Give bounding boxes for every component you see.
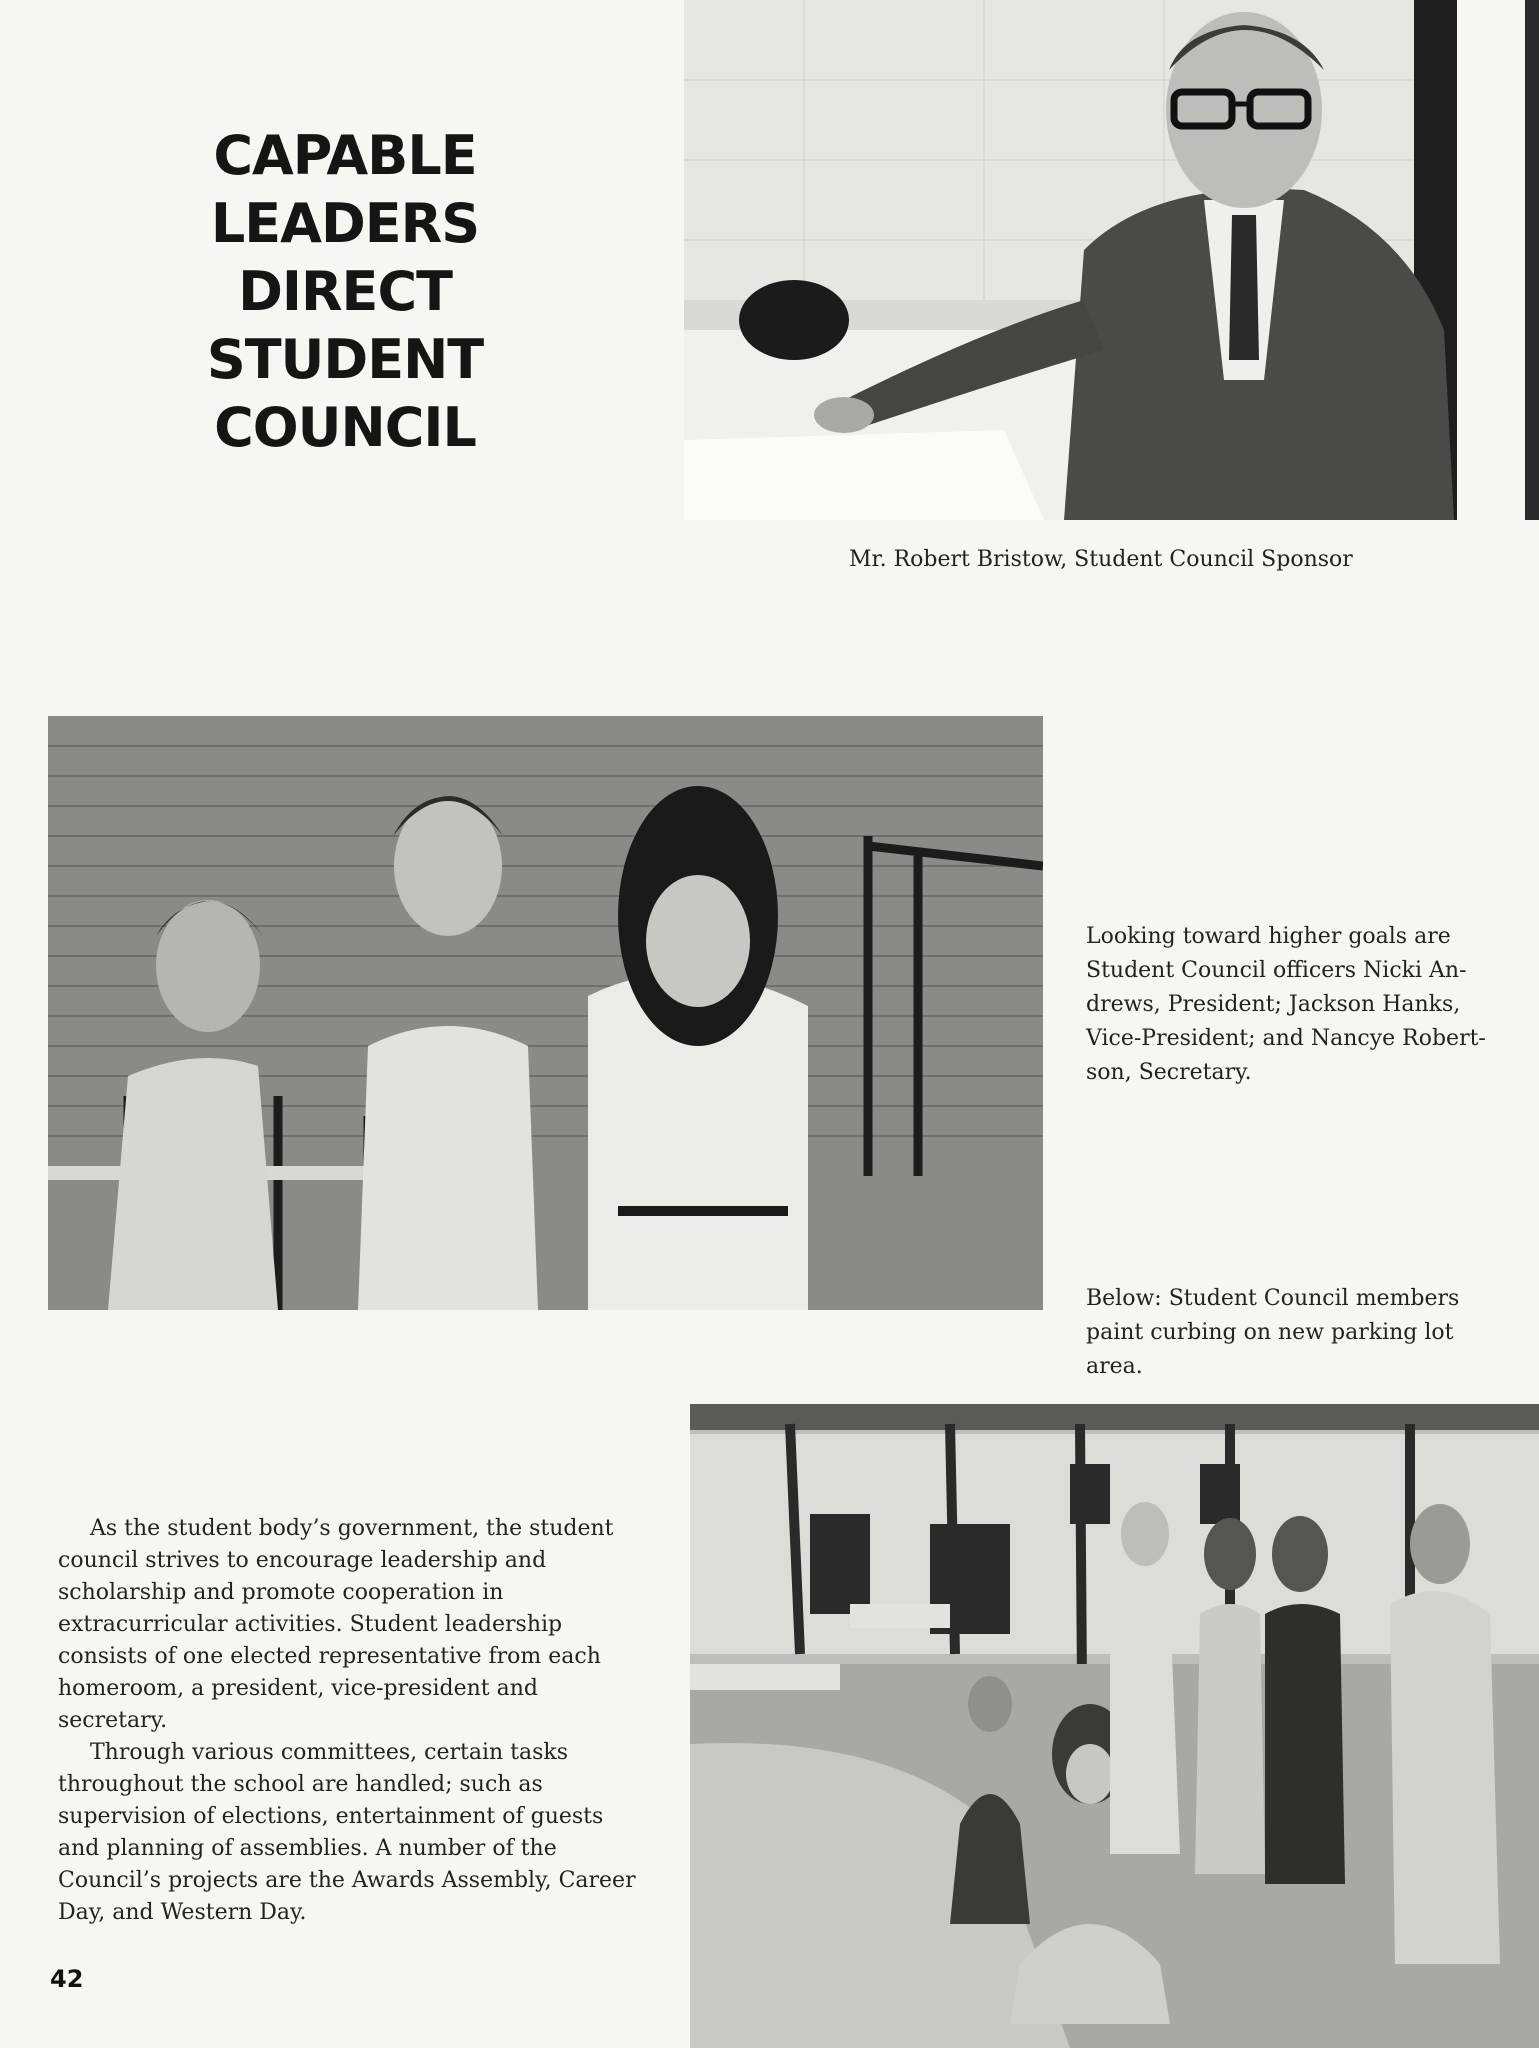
body-paragraph: As the student body’s government, the student council strives to encourage leadership and scholarship and promote cooperation in extracurricular activities. Student leadership consists of one elected representative from each homeroom, a president, vice-president and secretary. bbox=[58, 1516, 614, 1733]
title-line: COUNCIL bbox=[214, 396, 476, 459]
body-paragraph: Through various committees, certain tasks throughout the school are handled; such as supervision of elections, entertainment of guests and planning of assemblies. A number of the Council’s projects are the Awards Assembly, Career Day, and Western Day. bbox=[58, 1740, 636, 1925]
officers-caption: Looking toward higher goals are Student Council officers Nicki An-drews, President; Jackson Hanks, Vice-President; and Nancye Robert-son, Secretary. bbox=[1086, 924, 1486, 1085]
title-line: LEADERS bbox=[210, 192, 480, 255]
sponsor-caption: Mr. Robert Bristow, Student Council Sponsor bbox=[849, 547, 1353, 572]
officers-photo bbox=[48, 716, 1043, 1310]
page-title bbox=[150, 122, 540, 462]
binding-edge bbox=[1525, 0, 1539, 520]
sponsor-photo bbox=[684, 0, 1457, 520]
title-line: DIRECT bbox=[238, 260, 452, 323]
page-number: 42 bbox=[50, 1965, 84, 1993]
body-text bbox=[58, 1513, 648, 1929]
title-line: CAPABLE bbox=[213, 124, 477, 187]
members-photo bbox=[690, 1404, 1539, 2048]
members-caption: Below: Student Council members paint curbing on new parking lot area. bbox=[1086, 1286, 1460, 1379]
title-line: STUDENT bbox=[206, 328, 484, 391]
